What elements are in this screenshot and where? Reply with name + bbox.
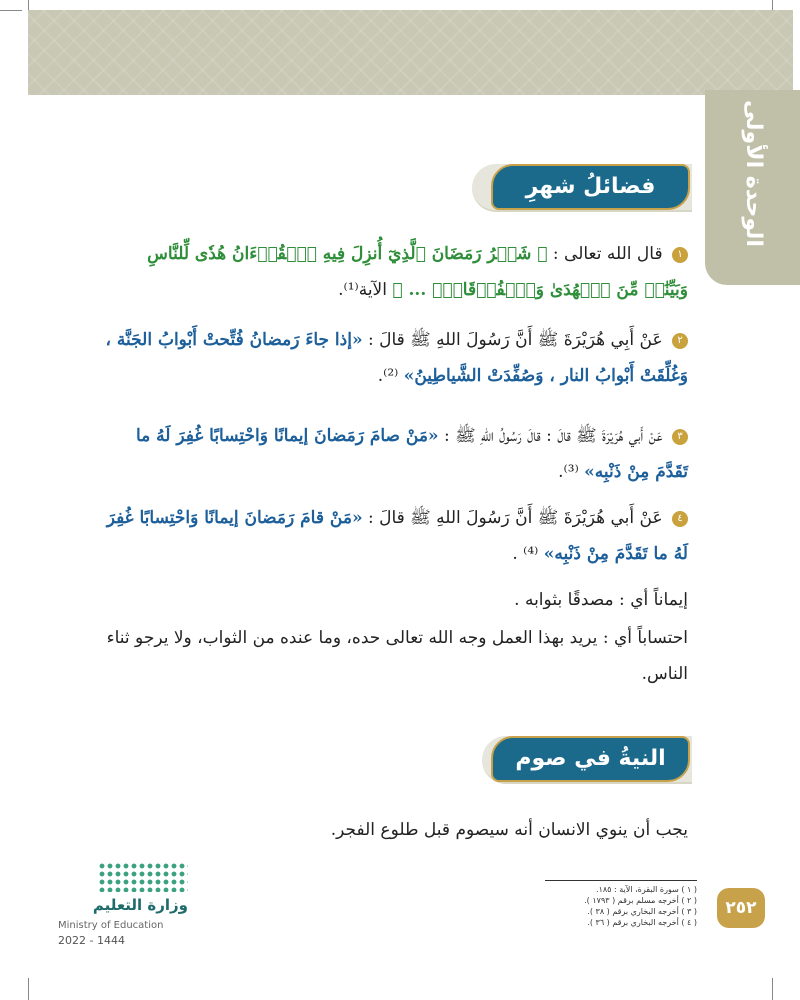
hadith-text: «إذا جاءَ رَمضانُ فُتِّحتْ أَبْوابُ الجَنَّة ، وَغُلِّقَتْ أَبْوابُ النار ، وَصُفِّدَتْ الشَّياطِينُ»: [105, 330, 688, 386]
footnote: ( ١ ) سورة البقرة، الآية : ١٨٥.: [596, 885, 697, 894]
hadith-paragraph: [98, 418, 688, 490]
definition-iman: إيماناً أي : مصدقًا بثوابه .: [514, 590, 688, 610]
item-intro: عَنْ أَبي هُرَيْرَةَ ﷺ قالَ : قالَ رَسُولُ اللهِ ﷺ :: [438, 426, 663, 446]
hadith-text: «مَنْ صامَ رَمَضانَ إيمانًا وَاحْتِسابًا غُفِرَ لَهُ ما تَقَدَّمَ مِنْ ذَنْبِه»: [135, 426, 688, 482]
crop-mark: [28, 978, 29, 1000]
logo-year: 2022 - 1444: [58, 934, 125, 947]
item-intro: عَنْ أَبي هُرَيْرَةَ ﷺ أَنَّ رَسُولَ اللهِ ﷺ قالَ :: [362, 508, 663, 528]
crop-mark: [0, 10, 22, 11]
logo-dots-icon: [98, 862, 188, 892]
item-tail: الآية⁽¹⁾.: [338, 280, 387, 300]
definition-ihtisab: احتساباً أي : يريد بهذا العمل وجه الله تعالى حده، وما عنده من الثواب، ولا يرجو ثناء الناس.: [106, 628, 688, 684]
hadith-paragraph: [98, 500, 688, 572]
ministry-logo: [58, 862, 198, 948]
unit-title: الوحدة الأولى: [741, 99, 766, 247]
item-number-badge: ٢: [672, 333, 688, 349]
crop-mark: [772, 978, 773, 1000]
logo-arabic-text: وزارة التعليم: [92, 896, 188, 914]
verse-paragraph: [98, 236, 688, 308]
quran-verse: ﴿ شَهۡرُ رَمَضَانَ ٱلَّذِيٓ أُنزِلَ فِيهِ ٱلۡقُرۡءَانُ هُدٗى لِّلنَّاسِ وَبَيِّنَٰتٖ مِّنَ ٱلۡهُدَىٰ وَٱلۡفُرۡقَانِۚ ... ﴾: [147, 244, 688, 300]
item-intro: عَنْ أَبِي هُرَيْرَةَ ﷺ أَنَّ رَسُولَ اللهِ ﷺ قالَ :: [362, 330, 663, 350]
hadith-paragraph: [98, 322, 688, 394]
header-banner: [28, 10, 793, 95]
item-intro: قال الله تعالى :: [547, 244, 663, 264]
logo-english-text: Ministry of Education: [58, 920, 164, 931]
item-number-badge: ٤: [672, 511, 688, 527]
hadith-text: «مَنْ قامَ رَمَضانَ إيمانًا وَاحْتِسابًا غُفِرَ لَهُ ما تَقَدَّمَ مِنْ ذَنْبِه»: [106, 508, 688, 564]
item-number-badge: ٣: [672, 429, 688, 445]
item-tail: ⁽²⁾.: [377, 366, 399, 386]
footnote: ( ٢ ) أخرجه مسلم برقم ( ١٧٩٣ ).: [584, 896, 697, 905]
section-heading: النيةُ في صوم رمضان: [491, 736, 690, 782]
item-number-badge: ١: [672, 247, 688, 263]
footnote: ( ٣ ) أخرجه البخاري برقم ( ٣٨ ).: [587, 907, 697, 916]
item-tail: ⁽³⁾.: [558, 462, 579, 482]
page-number: ٢٥٢: [717, 888, 765, 928]
item-tail: ⁽⁴⁾ .: [512, 544, 539, 564]
intention-text: يجب أن ينوي الانسان أنه سيصوم قبل طلوع الفجر.: [330, 820, 688, 840]
footnotes: [545, 880, 697, 928]
footnote: ( ٤ ) أخرجه البخاري برقم ( ٣٦ ).: [587, 918, 697, 927]
section-heading: فضائلُ شهرِ رمضانَ: [491, 164, 690, 210]
